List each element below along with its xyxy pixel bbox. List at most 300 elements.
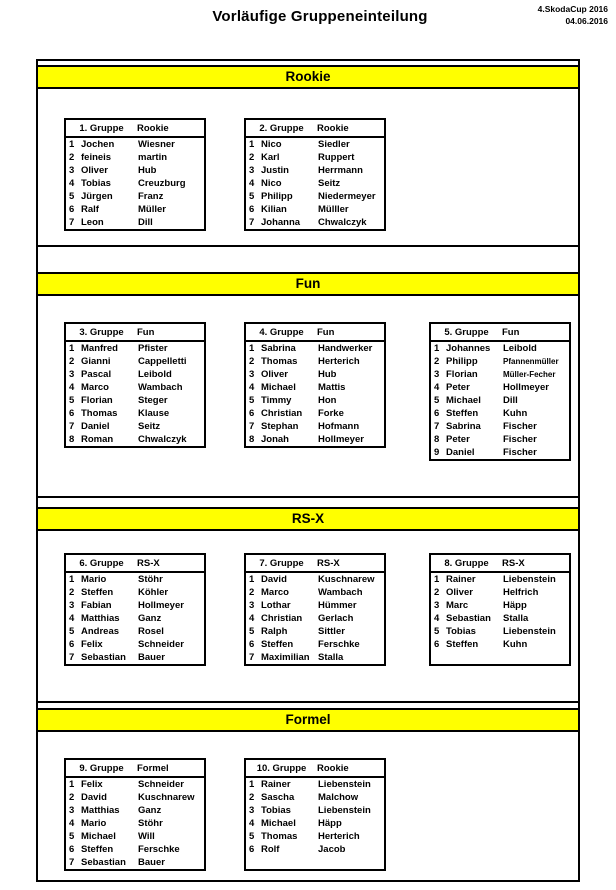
group-header-row (246, 120, 384, 138)
participant-row (246, 791, 384, 804)
participant-row (246, 216, 384, 229)
participant-lastname: Hümmer (318, 600, 357, 611)
participant-lastname: Leibold (138, 369, 172, 380)
participant-row (66, 651, 204, 664)
participant-lastname: Herrmann (318, 165, 363, 176)
participant-lastname: Fischer (503, 434, 537, 445)
participant-row (66, 599, 204, 612)
event-name: 4.SkodaCup 2016 (537, 4, 608, 14)
participant-number: 6 (69, 204, 75, 215)
participant-row (431, 573, 569, 586)
participant-row (246, 638, 384, 651)
participant-firstname: Steffen (446, 639, 479, 650)
participant-number: 2 (69, 792, 75, 803)
participant-lastname: Stalla (503, 613, 529, 624)
participant-number: 1 (69, 343, 75, 354)
group-header-row (246, 760, 384, 778)
participant-lastname: Rosel (138, 626, 164, 637)
participant-row (66, 151, 204, 164)
participant-row (431, 355, 569, 368)
group-category: Rookie (137, 122, 169, 134)
participant-row (431, 612, 569, 625)
participant-lastname: Siedler (318, 139, 350, 150)
empty-row (246, 856, 384, 869)
participant-row (66, 203, 204, 216)
participant-row (246, 651, 384, 664)
section-header-rsx: RS-X (38, 507, 578, 531)
group-title: 10. Gruppe (256, 762, 307, 774)
participant-number: 4 (249, 382, 255, 393)
participant-number: 9 (434, 447, 440, 458)
participant-row (246, 342, 384, 355)
participant-number: 5 (434, 395, 440, 406)
participant-lastname: Will (138, 831, 155, 842)
participant-firstname: Matthias (81, 805, 120, 816)
participant-firstname: Michael (446, 395, 481, 406)
participant-row (66, 856, 204, 869)
participant-lastname: Hub (318, 369, 337, 380)
participant-row (246, 407, 384, 420)
participant-row (66, 638, 204, 651)
participant-lastname: Fischer (503, 447, 537, 458)
empty-row (431, 651, 569, 664)
participant-number: 5 (69, 191, 75, 202)
participant-firstname: Thomas (261, 356, 298, 367)
event-date: 04.06.2016 (565, 16, 608, 26)
participant-firstname: Steffen (81, 587, 114, 598)
participant-firstname: Mario (81, 818, 107, 829)
participant-firstname: Johannes (446, 343, 491, 354)
participant-firstname: Steffen (261, 639, 294, 650)
participant-number: 7 (69, 421, 75, 432)
participant-row (66, 843, 204, 856)
participant-firstname: Tobias (261, 805, 291, 816)
participant-number: 3 (434, 600, 440, 611)
participant-row (246, 190, 384, 203)
group-header-row (431, 324, 569, 342)
participant-row (431, 625, 569, 638)
participant-lastname: martin (138, 152, 168, 163)
participant-firstname: Daniel (81, 421, 110, 432)
participant-lastname: Chwalczyk (138, 434, 187, 445)
participant-lastname: Pfannenmüller (503, 357, 559, 366)
participant-lastname: Liebenstein (503, 574, 556, 585)
participant-lastname: Malchow (318, 792, 359, 803)
section-header-formel: Formel (38, 708, 578, 732)
group-category: Rookie (317, 122, 349, 134)
document-meta (538, 3, 608, 27)
participant-firstname: Gianni (81, 356, 111, 367)
participant-row (66, 586, 204, 599)
participant-firstname: David (261, 574, 287, 585)
participant-row (66, 817, 204, 830)
participant-number: 6 (434, 639, 440, 650)
participant-lastname: Stalla (318, 652, 344, 663)
participant-lastname: Mattis (318, 382, 346, 393)
participant-row (66, 381, 204, 394)
participant-lastname: Kuhn (503, 408, 528, 419)
participant-number: 4 (69, 818, 75, 829)
group-header-row (66, 555, 204, 573)
participant-row (246, 151, 384, 164)
participant-lastname: Wambach (318, 587, 363, 598)
participant-firstname: Oliver (261, 369, 288, 380)
participant-lastname: Franz (138, 191, 164, 202)
participant-row (66, 368, 204, 381)
participant-lastname: Ganz (138, 613, 162, 624)
participant-row (246, 433, 384, 446)
participant-number: 5 (434, 626, 440, 637)
group-title: 2. Gruppe (259, 122, 304, 134)
participant-row (66, 791, 204, 804)
participant-number: 7 (69, 857, 75, 868)
participant-firstname: Sabrina (261, 343, 296, 354)
group-title: 7. Gruppe (259, 557, 304, 569)
participant-lastname: Sittler (318, 626, 345, 637)
participant-number: 3 (69, 600, 75, 611)
participant-firstname: Marco (261, 587, 289, 598)
participant-lastname: Seitz (318, 178, 341, 189)
group-category: Formel (137, 762, 169, 774)
participant-row (66, 778, 204, 791)
participant-number: 2 (69, 152, 75, 163)
participant-firstname: Sascha (261, 792, 295, 803)
participant-row (246, 804, 384, 817)
participant-firstname: Jochen (81, 139, 115, 150)
participant-number: 1 (249, 139, 255, 150)
participant-firstname: Nico (261, 178, 282, 189)
participant-lastname: Pfister (138, 343, 168, 354)
participant-number: 2 (434, 356, 440, 367)
participant-number: 7 (249, 217, 255, 228)
participant-lastname: Bauer (138, 652, 165, 663)
group-table-7 (244, 553, 386, 666)
participant-lastname: Forke (318, 408, 344, 419)
group-title: 4. Gruppe (259, 326, 304, 338)
participant-firstname: Leon (81, 217, 104, 228)
participant-lastname: Liebenstein (318, 779, 371, 790)
participant-number: 7 (69, 217, 75, 228)
participant-number: 2 (249, 587, 255, 598)
groups-outline-box (36, 59, 580, 882)
participant-firstname: Florian (81, 395, 113, 406)
participant-number: 1 (434, 343, 440, 354)
participant-row (246, 830, 384, 843)
participant-firstname: Fabian (81, 600, 112, 611)
participant-firstname: Lothar (261, 600, 291, 611)
participant-firstname: Mario (81, 574, 107, 585)
participant-firstname: David (81, 792, 107, 803)
participant-number: 3 (249, 369, 255, 380)
participant-number: 6 (69, 844, 75, 855)
participant-firstname: Michael (81, 831, 116, 842)
participant-lastname: Jacob (318, 844, 346, 855)
participant-firstname: Oliver (446, 587, 473, 598)
participant-lastname: Fischer (503, 421, 537, 432)
participant-number: 2 (249, 792, 255, 803)
group-title: 6. Gruppe (79, 557, 124, 569)
participant-row (431, 381, 569, 394)
participant-lastname: Müller (138, 204, 166, 215)
group-table-10 (244, 758, 386, 871)
participant-lastname: Seitz (138, 421, 161, 432)
participant-firstname: Maximilian (261, 652, 310, 663)
participant-firstname: Ralph (261, 626, 288, 637)
participant-firstname: feineis (81, 152, 112, 163)
group-table-8 (429, 553, 571, 666)
participant-firstname: Jonah (261, 434, 289, 445)
participant-lastname: Köhler (138, 587, 169, 598)
participant-lastname: Ruppert (318, 152, 355, 163)
participant-row (66, 216, 204, 229)
participant-number: 3 (249, 805, 255, 816)
participant-row (246, 355, 384, 368)
participant-row (66, 573, 204, 586)
participant-row (431, 420, 569, 433)
participant-row (246, 573, 384, 586)
participant-lastname: Niedermeyer (318, 191, 376, 202)
participant-lastname: Creuzburg (138, 178, 186, 189)
group-title: 9. Gruppe (79, 762, 124, 774)
participant-row (246, 177, 384, 190)
participant-row (246, 612, 384, 625)
participant-lastname: Ganz (138, 805, 162, 816)
participant-lastname: Liebenstein (318, 805, 371, 816)
participant-number: 5 (69, 395, 75, 406)
group-table-5 (429, 322, 571, 461)
participant-lastname: Wiesner (138, 139, 175, 150)
participant-number: 8 (249, 434, 255, 445)
participant-number: 3 (69, 369, 75, 380)
participant-firstname: Thomas (261, 831, 298, 842)
participant-firstname: Steffen (81, 844, 114, 855)
participant-firstname: Tobias (446, 626, 476, 637)
participant-firstname: Rainer (261, 779, 291, 790)
participant-lastname: Hofmann (318, 421, 360, 432)
participant-lastname: Hon (318, 395, 337, 406)
participant-number: 4 (69, 382, 75, 393)
participant-firstname: Rolf (261, 844, 280, 855)
participant-firstname: Sebastian (81, 857, 126, 868)
group-category: RS-X (317, 557, 340, 569)
participant-number: 7 (69, 652, 75, 663)
group-header-row (431, 555, 569, 573)
participant-firstname: Philipp (261, 191, 293, 202)
group-category: RS-X (137, 557, 160, 569)
participant-number: 6 (434, 408, 440, 419)
participant-number: 6 (249, 204, 255, 215)
participant-lastname: Hollmeyer (318, 434, 364, 445)
participant-number: 6 (249, 844, 255, 855)
group-category: RS-X (502, 557, 525, 569)
participant-number: 1 (69, 139, 75, 150)
participant-row (66, 394, 204, 407)
participant-row (66, 407, 204, 420)
participant-number: 2 (69, 356, 75, 367)
participant-lastname: Schneider (138, 639, 184, 650)
participant-number: 7 (249, 652, 255, 663)
group-header-row (66, 324, 204, 342)
participant-lastname: Steger (138, 395, 168, 406)
participant-firstname: Sebastian (446, 613, 491, 624)
group-title: 3. Gruppe (79, 326, 124, 338)
participant-row (431, 407, 569, 420)
participant-row (431, 394, 569, 407)
participant-number: 5 (69, 626, 75, 637)
participant-row (431, 368, 569, 381)
participant-lastname: Dill (503, 395, 518, 406)
group-category: Fun (137, 326, 155, 338)
participant-firstname: Andreas (81, 626, 120, 637)
group-table-2 (244, 118, 386, 231)
participant-row (246, 164, 384, 177)
participant-lastname: Herterich (318, 356, 360, 367)
participant-firstname: Philipp (446, 356, 478, 367)
group-title: 1. Gruppe (79, 122, 124, 134)
participant-number: 8 (69, 434, 75, 445)
participant-row (431, 446, 569, 459)
participant-firstname: Manfred (81, 343, 118, 354)
participant-lastname: Gerlach (318, 613, 354, 624)
participant-number: 5 (249, 831, 255, 842)
participant-row (66, 355, 204, 368)
participant-row (431, 433, 569, 446)
participant-number: 1 (249, 343, 255, 354)
participant-row (246, 843, 384, 856)
participant-row (66, 804, 204, 817)
participant-firstname: Pascal (81, 369, 112, 380)
participant-firstname: Steffen (446, 408, 479, 419)
participant-firstname: Nico (261, 139, 282, 150)
participant-number: 4 (69, 178, 75, 189)
participant-number: 4 (434, 382, 440, 393)
group-header-row (246, 555, 384, 573)
participant-row (246, 778, 384, 791)
participant-number: 5 (249, 626, 255, 637)
participant-lastname: Hollmeyer (138, 600, 184, 611)
participant-firstname: Johanna (261, 217, 301, 228)
participant-row (431, 586, 569, 599)
participant-row (246, 381, 384, 394)
participant-number: 2 (249, 152, 255, 163)
group-header-row (66, 120, 204, 138)
participant-row (246, 394, 384, 407)
section-divider (38, 496, 578, 498)
participant-firstname: Sabrina (446, 421, 481, 432)
participant-lastname: Häpp (318, 818, 342, 829)
participant-firstname: Marco (81, 382, 109, 393)
participant-lastname: Häpp (503, 600, 527, 611)
participant-row (246, 586, 384, 599)
participant-number: 5 (69, 831, 75, 842)
participant-firstname: Rainer (446, 574, 476, 585)
participant-row (246, 817, 384, 830)
section-header-rookie: Rookie (38, 65, 578, 89)
participant-lastname: Bauer (138, 857, 165, 868)
group-category: Rookie (317, 762, 349, 774)
participant-lastname: Ferschke (318, 639, 360, 650)
group-table-3 (64, 322, 206, 448)
participant-firstname: Daniel (446, 447, 475, 458)
participant-number: 4 (249, 818, 255, 829)
participant-lastname: Cappelletti (138, 356, 187, 367)
participant-firstname: Justin (261, 165, 289, 176)
page-title: Vorläufige Gruppeneinteilung (212, 8, 428, 25)
section-divider (38, 701, 578, 703)
participant-number: 7 (434, 421, 440, 432)
participant-lastname: Kuschnarew (138, 792, 195, 803)
participant-row (246, 599, 384, 612)
participant-lastname: Chwalczyk (318, 217, 367, 228)
participant-row (431, 599, 569, 612)
participant-row (66, 177, 204, 190)
participant-row (66, 625, 204, 638)
participant-number: 3 (249, 600, 255, 611)
participant-number: 1 (434, 574, 440, 585)
participant-firstname: Michael (261, 382, 296, 393)
participant-row (66, 612, 204, 625)
group-category: Fun (317, 326, 335, 338)
participant-lastname: Klause (138, 408, 170, 419)
participant-number: 2 (434, 587, 440, 598)
participant-lastname: Stöhr (138, 818, 163, 829)
participant-number: 5 (249, 395, 255, 406)
participant-firstname: Kilian (261, 204, 287, 215)
participant-firstname: Christian (261, 408, 303, 419)
participant-number: 3 (69, 165, 75, 176)
participant-number: 3 (249, 165, 255, 176)
participant-number: 1 (69, 574, 75, 585)
participant-firstname: Thomas (81, 408, 118, 419)
participant-number: 5 (249, 191, 255, 202)
group-header-row (246, 324, 384, 342)
participant-row (66, 433, 204, 446)
participant-number: 4 (249, 613, 255, 624)
participant-firstname: Peter (446, 434, 470, 445)
group-table-6 (64, 553, 206, 666)
participant-number: 1 (249, 779, 255, 790)
participant-row (66, 420, 204, 433)
participant-number: 1 (69, 779, 75, 790)
section-divider (38, 245, 578, 247)
group-table-1 (64, 118, 206, 231)
participant-row (246, 203, 384, 216)
participant-firstname: Felix (81, 779, 103, 790)
participant-lastname: Stöhr (138, 574, 163, 585)
participant-row (66, 190, 204, 203)
group-title: 8. Gruppe (444, 557, 489, 569)
participant-number: 4 (434, 613, 440, 624)
participant-lastname: Herterich (318, 831, 360, 842)
participant-firstname: Marc (446, 600, 469, 611)
participant-row (246, 625, 384, 638)
participant-row (246, 138, 384, 151)
participant-lastname: Hub (138, 165, 157, 176)
participant-firstname: Oliver (81, 165, 108, 176)
participant-lastname: Helfrich (503, 587, 539, 598)
participant-number: 7 (249, 421, 255, 432)
group-header-row (66, 760, 204, 778)
participant-number: 6 (69, 639, 75, 650)
participant-firstname: Florian (446, 369, 478, 380)
participant-row (431, 342, 569, 355)
participant-firstname: Jürgen (81, 191, 113, 202)
participant-lastname: Wambach (138, 382, 183, 393)
participant-row (66, 164, 204, 177)
participant-firstname: Roman (81, 434, 114, 445)
participant-number: 4 (249, 178, 255, 189)
participant-number: 6 (249, 639, 255, 650)
